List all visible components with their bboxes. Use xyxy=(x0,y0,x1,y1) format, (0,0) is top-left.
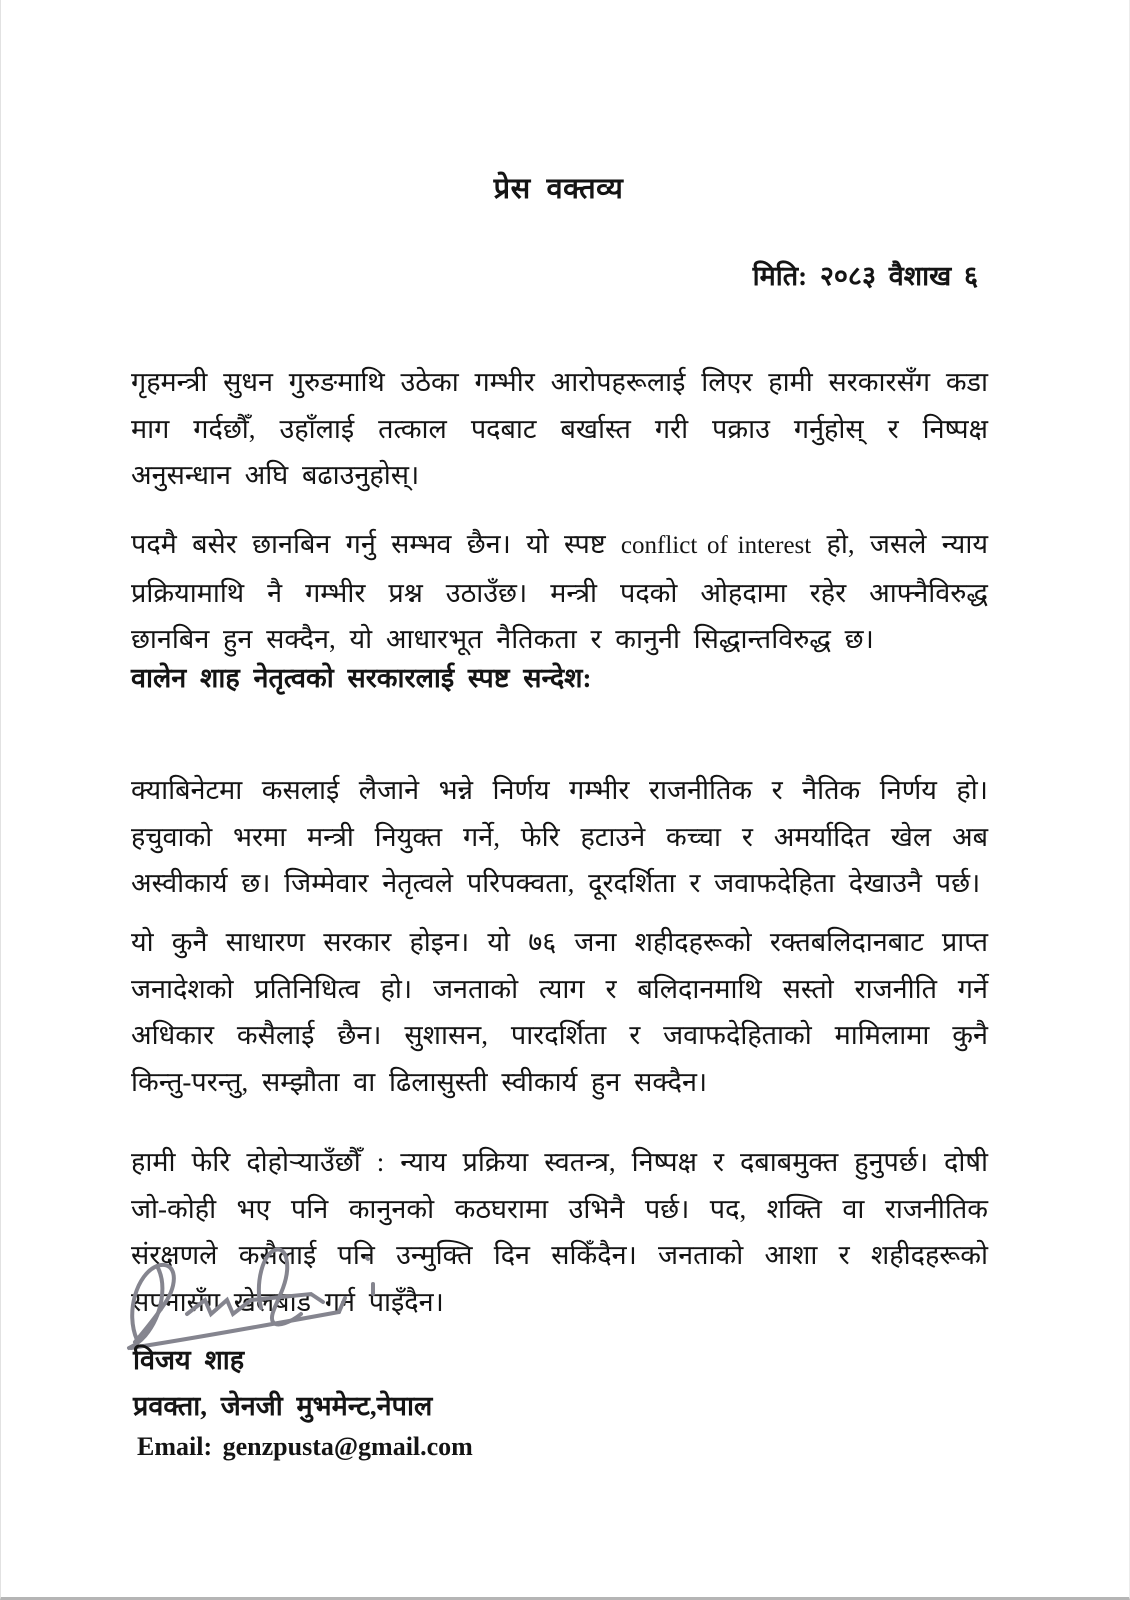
signature-image xyxy=(123,1236,453,1354)
signatory-name: विजय शाह xyxy=(133,1345,245,1375)
paragraph-justice-process: हामी फेरि दोहोऱ्याउँछौँ : न्याय प्रक्रिया स्वतन्त्र, निष्पक्ष र दबाबमुक्त हुनुपर्छ। दोषी जो-कोही भए पनि कानुनको कठघरामा उभिनै पर्छ। पद, शक्ति वा राजनीतिक संरक्षणले कसैलाई पनि उन्मुक्ति दिन सकिँदैन। जनताको आशा र शहीदहरूको सपनासँग खेलबाड गर्न पाइँदैन। xyxy=(131,1147,988,1317)
email-address: genzpusta@gmail.com xyxy=(222,1432,473,1461)
section-heading-message-to-government: वालेन शाह नेतृत्वको सरकारलाई स्पष्ट सन्देश: xyxy=(131,663,592,693)
paragraph-demand: गृहमन्त्री सुधन गुरुङमाथि उठेका गम्भीर आरोपहरूलाई लिएर हामी सरकारसँग कडा माग गर्दछौँ, उहाँलाई तत्काल पदबाट बर्खास्त गरी पक्राउ गर्नुहोस् र निष्पक्ष अनुसन्धान अघि बढाउनुहोस्। xyxy=(131,367,988,490)
date-line: मिति: २०८३ वैशाख ६ xyxy=(752,261,978,291)
signatory-role: प्रवक्ता, जेनजी मुभमेन्ट,नेपाल xyxy=(133,1391,433,1421)
paragraph-cabinet-decision: क्याबिनेटमा कसलाई लैजाने भन्ने निर्णय गम्भीर राजनीतिक र नैतिक निर्णय हो। हचुवाको भरमा मन्त्री नियुक्त गर्ने, फेरि हटाउने कच्चा र अमर्यादित खेल अब अस्वीकार्य छ। जिम्मेवार नेतृत्वले परिपक्वता, दूरदर्शिता र जवाफदेहिता देखाउनै पर्छ। xyxy=(131,775,988,898)
paragraph-conflict-of-interest xyxy=(131,521,988,663)
paragraph-conflict-after: हो, जसले न्याय प्रक्रियामाथि नै गम्भीर प्रश्न उठाउँछ। मन्त्री पदको ओहदामा रहेर आफ्नैविरुद्ध छानबिन हुन सक्दैन, यो आधारभूत नैतिकता र कानुनी सिद्धान्तविरुद्ध छ। xyxy=(131,529,988,654)
paragraph-conflict-before: पदमै बसेर छानबिन गर्नु सम्भव छैन। यो स्पष्ट xyxy=(131,529,621,559)
document-title: प्रेस वक्तव्य xyxy=(493,173,624,205)
email-line xyxy=(137,1432,837,1462)
paragraph-martyrs-mandate: यो कुनै साधारण सरकार होइन। यो ७६ जना शहीदहरूको रक्तबलिदानबाट प्राप्त जनादेशको प्रतिनिधित्व हो। जनताको त्याग र बलिदानमाथि सस्तो राजनीति गर्ने अधिकार कसैलाई छैन। सुशासन, पारदर्शिता र जवाफदेहिताको मामिलामा कुनै किन्तु-परन्तु, सम्झौता वा ढिलासुस्ती स्वीकार्य हुन सक्दैन। xyxy=(131,927,988,1097)
english-phrase: conflict of interest xyxy=(620,532,812,559)
email-label: Email: xyxy=(137,1432,213,1461)
